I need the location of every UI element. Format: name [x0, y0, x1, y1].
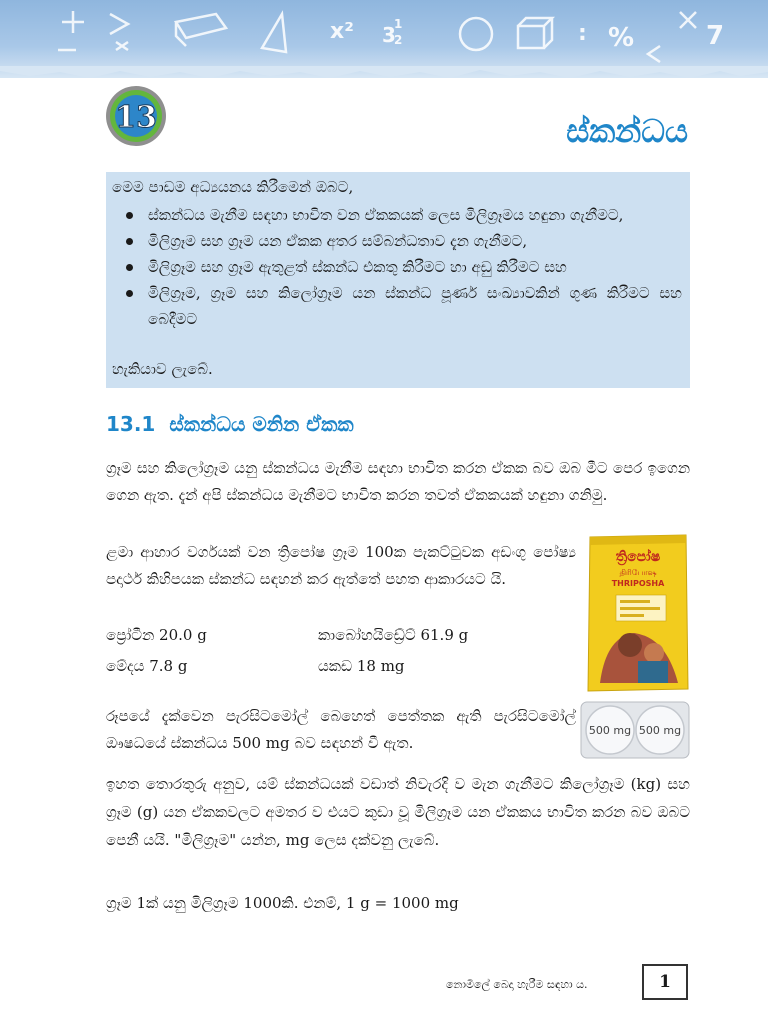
chapter-title: ස්කන්ධය: [566, 112, 688, 150]
paragraph-paracetamol: රූපයේ දැක්වෙන පැරසිටමෝල් බෙහෙත් පෙත්තක ඇති පැරසිටමෝල් ඖෂධයේ ස්කන්ධය 500 mg බව සඳහන් වී ඇත.: [106, 707, 576, 752]
svg-text:3: 3: [382, 23, 396, 47]
svg-text:%: %: [608, 23, 635, 53]
svg-text:x²: x²: [330, 19, 354, 44]
objectives-list: [106, 202, 690, 332]
objective-item: මිලිග්‍රෑම සහ ග්‍රෑම ඇතුළත් ස්කන්ධ එකතු කිරීමට හා අඩු කිරීමට සහ: [148, 254, 682, 280]
paragraph-conversion: ග්‍රෑම 1ක් යනු මිලිග්‍රෑම 1000කි. එනම්, 1 g = 1000 mg: [106, 894, 459, 912]
objectives-outro: හැකියාව ලැබේ.: [112, 360, 213, 378]
nutrient-carbohydrate: කාබෝහයිඩ්‍රේට් 61.9 g: [318, 626, 469, 644]
section-number: 13.1: [106, 412, 156, 436]
banner-torn-edge: [0, 66, 768, 86]
svg-text:500 mg: 500 mg: [638, 724, 682, 737]
footer-note: නොමිලේ බෙදා හැරීම සඳහා ය.: [446, 978, 588, 991]
svg-text:THRIPOSHA: THRIPOSHA: [611, 579, 665, 588]
section-title: ස්කන්ධය මනින ඒකක: [169, 412, 354, 436]
thriposha-package-image: [586, 533, 690, 693]
learning-objectives-box: [106, 172, 690, 388]
svg-text:திரிபோஷ: திரிபோஷ: [619, 568, 657, 577]
section-heading: [106, 412, 354, 436]
paracetamol-tablet-image: [580, 701, 690, 759]
nutrient-fat: මේදය 7.8 g: [106, 657, 188, 675]
paragraph-thriposha: ළමා ආහාර වර්ගයක් වන ත්‍රිපෝෂ ග්‍රෑම 100ක පැකට්ටුවක අඩංගු පෝෂ්‍ය පදාර්ථ කිහිපයක ස්කන්ධ සඳහන් කර ඇත්තේ පහත ආකාරයට යි.: [106, 543, 576, 588]
svg-text:500 mg: 500 mg: [588, 724, 632, 737]
paragraph-milligram-unit: ඉහත තොරතුරු අනුව, යම් ස්කන්ධයක් වඩාත් නිවැරදි ව මැන ගැනීමට කිලෝග්‍රෑම (kg) සහ ග්‍රෑම (g) යන ඒකකවලට අමතර ව එයට කුඩා වූ මිලිග්‍රෑම යන ඒකකය භාවිත කරන බව ඔබට පෙනී යයි. "මිලිග්‍රෑම" යන්න, mg ලෙස දක්වනු ලැබේ.: [106, 775, 690, 849]
chapter-number: 13: [115, 100, 157, 135]
objective-item: මිලිග්‍රෑම සහ ග්‍රෑම යන ඒකක අතර සම්බන්ධතාව දැන ගැනීමට,: [148, 228, 682, 254]
chapter-number-badge: [104, 84, 168, 148]
svg-text:2: 2: [394, 33, 403, 47]
svg-text:1: 1: [394, 17, 403, 31]
nutrient-iron: යකඩ 18 mg: [318, 657, 405, 675]
page-number: 1: [642, 964, 688, 1000]
objectives-intro: මෙම පාඩම අධ්‍යයනය කිරීමෙන් ඔබට,: [112, 178, 354, 196]
svg-text:ත්‍රිපෝෂ: ත්‍රිපෝෂ: [615, 549, 661, 565]
nutrient-protein: ප්‍රෝටීන 20.0 g: [106, 626, 207, 644]
svg-text:7: 7: [706, 21, 725, 51]
objective-item: මිලිග්‍රෑම, ග්‍රෑම සහ කිලෝග්‍රෑම යන ස්කන්ධ පූර්ණ සංඛ්‍යාවකින් ගුණ කිරීමට සහ බෙදීමට: [148, 280, 682, 332]
svg-text::: :: [578, 21, 587, 46]
paragraph-intro: ග්‍රෑම සහ කිලෝග්‍රෑම යනු ස්කන්ධය මැනීම සඳහා භාවිත කරන ඒකක බව ඔබ මීට පෙර ඉගෙන ගෙන ඇත. දැන් අපි ස්කන්ධය මැනීමට භාවිත කරන තවත් ඒකකයක් හඳුනා ගනිමු.: [106, 459, 690, 504]
objective-item: ස්කන්ධය මැනීම සඳහා භාවිත වන ඒකකයක් ලෙස මිලිග්‍රෑමය හඳුනා ගැනීමට,: [148, 202, 682, 228]
